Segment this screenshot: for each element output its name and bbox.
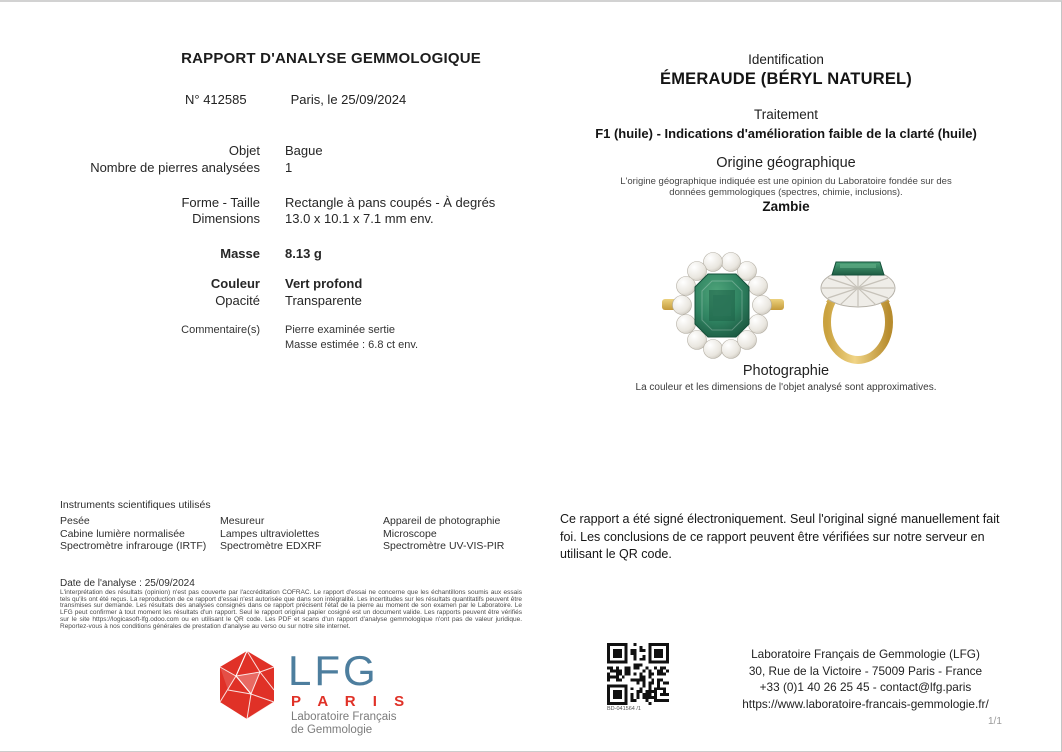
lab-website: https://www.laboratoire-francais-gemmologie.fr/ — [742, 696, 989, 711]
lfg-logo-org-line1: Laboratoire Français — [291, 711, 397, 723]
lab-address-block — [718, 646, 1013, 712]
instrument-item: Spectromètre EDXRF — [220, 540, 322, 553]
lfg-logo-org-line2: de Gemmologie — [291, 724, 373, 736]
instruments-column-1 — [60, 515, 206, 553]
instruments-column-3 — [383, 515, 504, 553]
lab-street: 30, Rue de la Victoire - 75009 Paris - France — [748, 663, 983, 678]
field-value: Bague — [285, 143, 323, 158]
identification-value: ÉMERAUDE (BÉRYL NATUREL) — [660, 70, 912, 88]
field-value: 1 — [285, 160, 293, 175]
report-number: N° 412585 — [185, 92, 247, 107]
instrument-item: Cabine lumière normalisée — [60, 527, 185, 540]
comment-line-1: Pierre examinée sertie — [285, 324, 396, 336]
field-label: Forme - Taille — [181, 195, 260, 210]
traitement-value: F1 (huile) - Indications d'amélioration faible de la clarté (huile) — [595, 126, 977, 141]
origine-note: L'origine géographique indiquée est une opinion du Laboratoire fondée sur des données gemmologiques (spectres, chimie, inclusions). — [620, 176, 952, 198]
instrument-item: Spectromètre UV-VIS-PIR — [383, 540, 505, 553]
lab-name: Laboratoire Français de Gemmologie (LFG) — [751, 647, 980, 661]
qr-code — [607, 643, 669, 710]
field-label: Nombre de pierres analysées — [90, 160, 260, 175]
field-label: Masse — [220, 246, 260, 261]
origine-value: Zambie — [762, 199, 810, 214]
origine-heading: Origine géographique — [716, 155, 856, 171]
analysis-date: Date de l'analyse : 25/09/2024 — [60, 578, 195, 589]
field-label: Dimensions — [192, 211, 260, 226]
instruments-column-2 — [220, 515, 322, 553]
field-value: 13.0 x 10.1 x 7.1 mm env. — [285, 211, 434, 226]
instrument-item: Spectromètre infrarouge (IRTF) — [60, 540, 207, 553]
instruments-heading: Instruments scientifiques utilisés — [60, 499, 211, 511]
photo-note: La couleur et les dimensions de l'objet analysé sont approximatives. — [635, 382, 937, 393]
identification-heading: Identification — [748, 52, 824, 67]
field-value: Rectangle à pans coupés - À degrés — [285, 195, 496, 210]
traitement-heading: Traitement — [753, 107, 819, 122]
instrument-item: Microscope — [383, 527, 437, 540]
ring-photo-side-view — [800, 248, 916, 371]
instrument-item: Appareil de photographie — [383, 515, 501, 527]
field-value: Transparente — [285, 293, 362, 308]
field-value: Vert profond — [285, 276, 363, 291]
qr-code-image — [607, 643, 669, 705]
gem-icon — [218, 650, 276, 720]
ring-top-view-illustration — [658, 250, 788, 362]
lab-phone-email: +33 (0)1 40 26 25 45 - contact@lfg.paris — [759, 680, 972, 694]
field-value: 8.13 g — [285, 246, 322, 261]
photo-heading: Photographie — [742, 363, 830, 379]
ring-side-view-illustration — [800, 248, 916, 366]
report-number-line — [185, 92, 406, 107]
lfg-logo-acronym: LFG — [288, 647, 379, 694]
page-number: 1/1 — [988, 716, 1002, 727]
field-label: Couleur — [210, 276, 260, 291]
lfg-gem-logo-icon — [218, 650, 276, 725]
ring-photo-top-view — [658, 250, 788, 367]
report-title: RAPPORT D'ANALYSE GEMMOLOGIQUE — [181, 50, 481, 67]
legal-disclaimer: L'interprétation des résultats (opinion) n'est pas couverte par l'accréditation COFRAC. Le rapport d'essai ne concerne que les échantillons soumis aux essais tels qu'ils ont été reçus. La reproduction de ce rapport d'essai n'est autorisée que dans son intégralité. Les incertitudes sur les résultats quantitatifs peuvent être transmises sur demande. Les résultats des analyses consignés dans ce rapport précisent l'état de la pierre au moment de son examen par le Laboratoire. Le LFG peut confirmer à tout moment les résultats d'un rapport. Seul le rapport original papier cosigné est un document valide. Les rapports peuvent être vérifiés sur le site https://logicasoft-lfg.odoo.com ou en utilisant le QR code. Les PDF et scans d'un rapport d'analyse gemmologique n'ont pas de valeur juridique. Reportez-vous à nos conditions générales de prestation d'analyse au verso ou sur notre site internet. — [60, 589, 522, 630]
report-place-date: Paris, le 25/09/2024 — [290, 92, 407, 107]
field-label: Commentaire(s) — [181, 324, 260, 336]
field-label: Objet — [228, 143, 260, 158]
instrument-item: Pesée — [60, 515, 90, 527]
instrument-item: Lampes ultraviolettes — [220, 527, 320, 540]
lfg-logo-city: P A R I S — [291, 693, 411, 710]
instrument-item: Mesureur — [220, 515, 265, 527]
comment-line-2: Masse estimée : 6.8 ct env. — [285, 339, 419, 351]
qr-code-label: BD-041564 /1 — [607, 706, 641, 712]
field-label: Opacité — [215, 293, 260, 308]
signature-note: Ce rapport a été signé électroniquement. Seul l'original signé manuellement fait foi. Les conclusions de ce rapport peuvent être vérifiées sur notre serveur en utilisant le QR code. — [560, 512, 1000, 561]
